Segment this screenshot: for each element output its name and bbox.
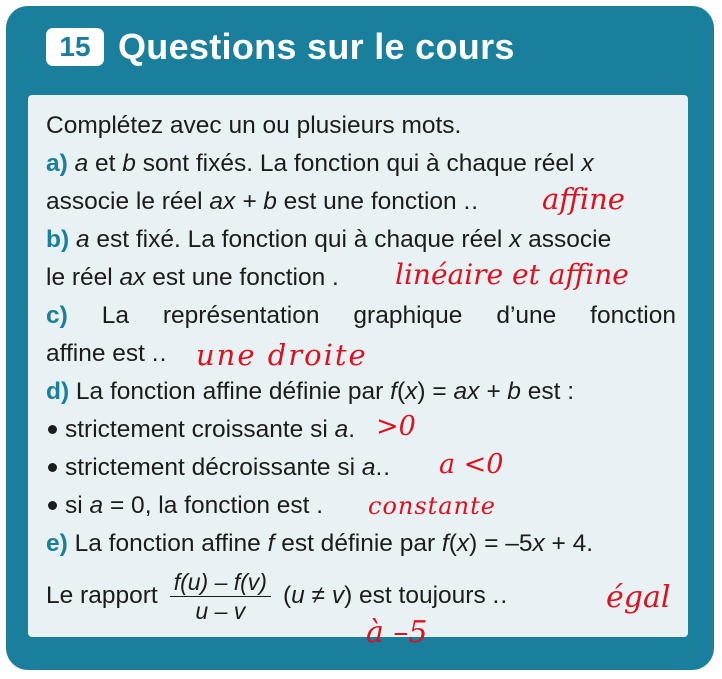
paren: ( <box>448 530 457 557</box>
text: ) = <box>417 378 454 405</box>
text: Le rapport <box>46 582 158 609</box>
text: = 0, la fonction est <box>103 492 317 519</box>
answer-dots: .. <box>151 340 168 367</box>
exercise-title: Questions sur le cours <box>118 26 515 67</box>
exercise-frame <box>6 6 714 670</box>
item-d-bullet1 <box>46 411 676 449</box>
text: affine est <box>46 340 152 367</box>
handwritten-answer-c: une droite <box>196 338 368 372</box>
expr-ax: ax <box>119 264 146 291</box>
item-e-line2 <box>46 565 676 627</box>
var-a: a <box>74 150 89 177</box>
title-bar <box>6 6 714 88</box>
item-e-label: e) <box>46 530 68 557</box>
item-b-line1 <box>46 221 676 259</box>
item-c-label: c) <box>46 302 68 329</box>
intro-text: Complétez avec un ou plusieurs mots. <box>46 112 462 139</box>
word: représentation <box>162 302 320 329</box>
func-f: f <box>390 378 397 405</box>
var-x: x <box>509 226 522 253</box>
text: associe <box>521 226 612 253</box>
var-x: x <box>532 530 545 557</box>
text: La fonction affine définie par <box>69 378 391 405</box>
item-d-label: d) <box>46 378 70 405</box>
text: La fonction affine <box>67 530 268 557</box>
var-x: x <box>456 530 470 557</box>
item-c-line1 <box>46 297 676 335</box>
text: est définie par <box>274 530 442 557</box>
item-a-line1 <box>46 145 676 183</box>
answer-dots: . <box>316 492 325 519</box>
answer-dots: .. <box>492 582 509 609</box>
func-f: f <box>267 530 275 557</box>
handwritten-answer-d3: constante <box>368 492 496 520</box>
text: strictement croissante si <box>65 416 335 443</box>
item-d-line1 <box>46 373 676 411</box>
bullet-dot <box>48 425 57 434</box>
text: sont fixés. La fonction qui à chaque réel <box>135 150 582 177</box>
word: La <box>101 302 129 329</box>
var-u: u <box>291 582 305 609</box>
fraction-denominator: u – v <box>195 598 246 625</box>
handwritten-answer-e2: à –5 <box>366 615 428 650</box>
var-v: v <box>331 582 345 609</box>
paren: ( <box>282 582 292 609</box>
item-b-label: b) <box>46 226 70 253</box>
exercise-content <box>28 95 688 650</box>
answer-dots: .. <box>375 454 392 481</box>
text: ) est toujours <box>344 582 493 609</box>
fraction-numerator: f(u) – f(v) <box>170 568 271 597</box>
var-a: a <box>361 454 376 481</box>
paren: ( <box>396 378 406 405</box>
var-a: a <box>334 416 349 443</box>
handwritten-answer-b: linéaire et affine <box>395 258 629 291</box>
text: le réel <box>46 264 120 291</box>
handwritten-answer-d2: a <0 <box>439 449 504 480</box>
text: et <box>88 150 123 177</box>
handwritten-answer-e1: égal <box>606 580 671 615</box>
text: associe le réel <box>46 188 210 215</box>
word: graphique <box>353 302 463 329</box>
text: est fixé. La fonction qui à chaque réel <box>89 226 510 253</box>
func-f: f <box>441 530 449 557</box>
answer-dots: . <box>348 416 357 443</box>
word: fonction <box>590 302 676 329</box>
var-a: a <box>75 226 90 253</box>
var-x: x <box>581 150 594 177</box>
text: strictement décroissante si <box>65 454 362 481</box>
text: + 4. <box>544 530 594 557</box>
neq-sign: ≠ <box>304 582 332 609</box>
text: est une fonction <box>145 264 333 291</box>
answer-dots: .. <box>463 188 480 215</box>
expr-ax-b: ax + b <box>209 188 277 215</box>
item-d-bullet3 <box>46 487 676 525</box>
handwritten-answer-a: affine <box>542 182 625 216</box>
answer-dots: . <box>332 264 340 291</box>
item-d-bullet2 <box>46 449 676 487</box>
var-b: b <box>122 150 136 177</box>
var-a: a <box>89 492 104 519</box>
expr-ax-b: ax + b <box>453 378 521 405</box>
bullet-dot <box>48 463 57 472</box>
text: est : <box>520 378 575 405</box>
word: d’une <box>496 302 557 329</box>
var-x: x <box>405 378 418 405</box>
item-e-line1 <box>46 525 676 563</box>
bullet-dot <box>48 501 57 510</box>
text: est une fonction <box>276 188 464 215</box>
text: si <box>65 492 90 519</box>
exercise-number-badge: 15 <box>46 28 104 66</box>
ratio-fraction <box>170 568 271 625</box>
handwritten-answer-d1: >0 <box>376 411 416 442</box>
text: ) = –5 <box>469 530 533 557</box>
item-a-label: a) <box>46 150 68 177</box>
